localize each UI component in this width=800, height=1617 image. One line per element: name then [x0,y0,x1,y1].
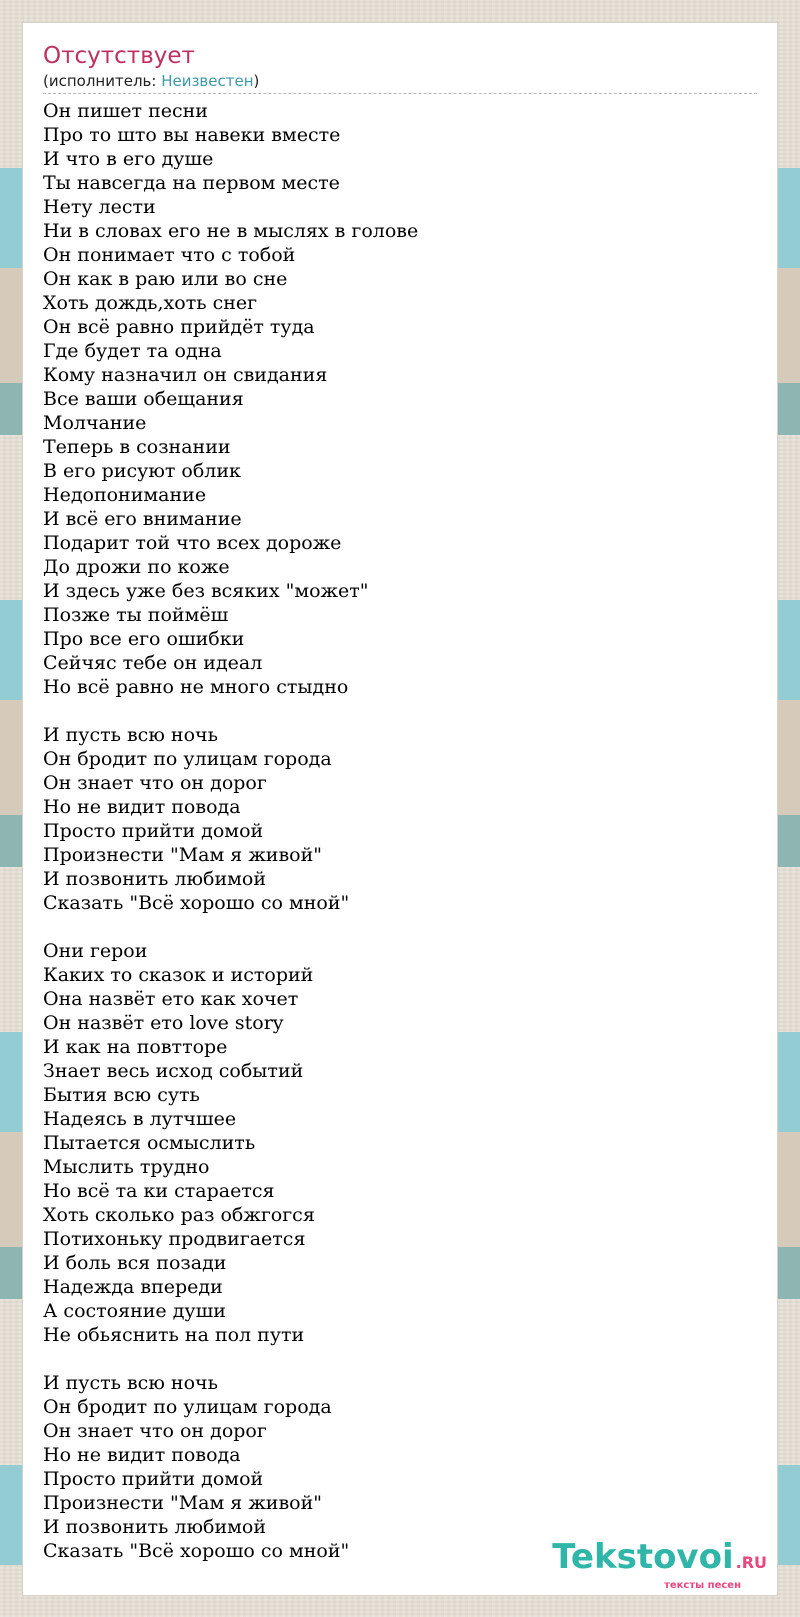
artist-link[interactable]: Неизвестен [161,72,254,90]
artist-suffix: ) [253,72,260,90]
lyrics-text: Он пишет песни Про то што вы навеки вместе И что в его душе Ты навсегда на первом месте Нету лести Ни в словах его не в мыслях в голове Он понимает что с тобой Он как в раю или во сне Хоть дождь,хоть снег Он всё равно прийдёт туда Где будет та одна Кому назначил он свидания Все ваши обещания Молчание Теперь в сознании В его рисуют облик Недопонимание И всё его внимание Подарит той что всех дороже До дрожи по коже И здесь уже без всяких "может" Позже ты поймёш Про все его ошибки Сейчяс тебе он идеал Но всё равно не много стыдно И пусть всю ночь Он бродит по улицам города Он знает что он дорог Но не видит повода Просто прийти домой Произнести "Мам я живой" И позвонить любимой Сказать "Всё хорошо со мной" Они герои Каких то сказок и историй Она назвёт ето как хочет Он назвёт ето love story И как на повтторе Знает весь исход событий Бытия всю суть Надеясь в лутчшее Пытается осмыслить Мыслить трудно Но всё та ки старается Хоть сколько раз обжгогся Потихоньку продвигается И боль вся позади Надежда впереди А состояние души Не обьяснить на пол пути И пусть всю ночь Он бродит по улицам города Он знает что он дорог Но не видит повода Просто прийти домой Произнести "Мам я живой" И позвонить любимой Сказать "Всё хорошо со мной" [43,100,419,1562]
song-title: Отсутствует [43,43,195,69]
logo-tld: .RU [735,1553,767,1572]
logo-name: Tekstovoi [552,1537,734,1577]
logo-wordmark [552,1539,767,1581]
artist-prefix: (исполнитель: [43,72,162,90]
logo-tagline: тексты песен [664,1580,741,1591]
artist-line [43,71,259,91]
site-logo[interactable] [552,1539,767,1591]
title-divider [43,93,757,94]
lyrics-card [22,22,778,1596]
